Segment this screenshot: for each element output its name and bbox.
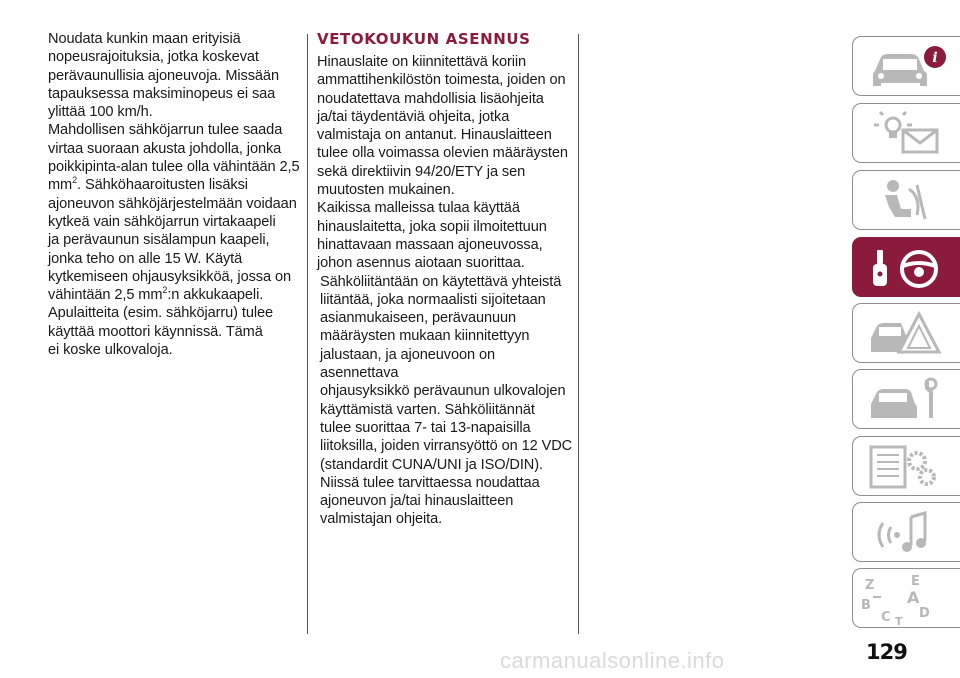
- index-letter-a: A: [907, 588, 920, 607]
- speed-limit-paragraph: Noudata kunkin maan erityisiä nopeusrajoituksia, jotka koskevat perävaunullisia ajoneuvoja. Missään tapauksessa maksiminopeus ei saa ylittää 100 km/h.: [48, 31, 279, 121]
- brake-text-c: :n akkukaapeli. Apulaitteita (esim. sähköjarru) tulee käyttää moottori käynnissä. Tämä ei koske ulkovaloja.: [48, 287, 274, 359]
- electrical-connection-paragraph: Sähköliitäntään on käytettävä yhteistä liitäntää, joka normaalisti sijoitetaan asianmukaiseen, perävaunuun määräysten mukaan kiinnitettyyn jalustaan, ja ajoneuvoon on asennettava ohjausyksikkö perävaunun ulkovalojen käyttämistä varten. Sähköliitännät tulee suorittaa 7- tai 13-napaisilla liitoksilla, joiden virransyöttö on 12 VDC (standardit CUNA/UNI ja ISO/DIN). Niissä tulee tarvittaessa noudattaa ajoneuvon ja/tai hinauslaitteen valmistajan ohjeita.: [320, 273, 573, 528]
- document-gears-icon: [861, 441, 956, 493]
- car-warning-triangle-icon: [861, 308, 956, 360]
- alphabet-index-icon: [861, 573, 956, 625]
- tab-technical-data[interactable]: [852, 436, 960, 496]
- svg-text:i: i: [932, 50, 938, 66]
- warning-lights-messages-icon: [861, 108, 956, 160]
- brake-text-b: . Sähköhaaroitusten lisäksi ajoneuvon sähköjärjestelmään voidaan kytkeä vain sähköjarrun virtakaapeli ja perävaunun sisälampun kaapeli, jonka teho on alle 15 W. Käytä kytkemiseen ohjausyksikköä, jossa on vähintään 2,5 mm: [48, 177, 297, 304]
- index-letter-b: B: [861, 598, 871, 613]
- column-divider-1: [307, 34, 308, 634]
- installation-paragraph: Hinauslaite on kiinnitettävä koriin ammattihenkilöstön toimesta, joiden on noudatettava mahdollisia lisäohjeita ja/tai täydentäviä ohjeita, jotka valmistaja on antanut. Hinauslaitteen tulee olla voimassa olevien määräysten sekä direktiivin 94/20/ETY ja sen muutosten mukainen.: [317, 54, 568, 199]
- page-number: 129: [866, 640, 907, 664]
- tab-safety[interactable]: [852, 170, 960, 230]
- index-letter-e: E: [911, 574, 920, 589]
- models-paragraph: Kaikissa malleissa tulaa käyttää hinauslaitetta, joka sopii ilmoitettuun hinattavaan massaan ajoneuvossa, johon asennus aiotaan suorittaa.: [317, 200, 547, 272]
- tab-multimedia[interactable]: [852, 502, 960, 562]
- tab-vehicle-info[interactable]: [852, 36, 960, 96]
- electric-brake-paragraph: [48, 121, 300, 359]
- superscript-2: 2: [72, 175, 78, 186]
- tab-emergency[interactable]: [852, 303, 960, 363]
- index-letter-d: D: [919, 606, 930, 621]
- seat-airbag-icon: [861, 175, 956, 227]
- middle-column: [317, 30, 575, 529]
- car-info-icon: [861, 41, 956, 93]
- car-wrench-icon: [861, 374, 956, 426]
- column-divider-2: [578, 34, 579, 634]
- tab-maintenance[interactable]: [852, 369, 960, 429]
- tab-index[interactable]: [852, 568, 960, 628]
- tab-warning-lights[interactable]: [852, 103, 960, 163]
- left-column: [48, 30, 300, 359]
- index-letter-c: C: [881, 610, 891, 625]
- key-steering-wheel-icon: [861, 242, 956, 294]
- brake-text-a: Mahdollisen sähköjarrun tulee saada virtaa suoraan akusta johdolla, jonka poikkipinta-alan tulee olla vähintään 2,5 mm: [48, 122, 300, 194]
- tab-starting-driving[interactable]: [852, 237, 960, 297]
- superscript-2b: 2: [162, 285, 168, 296]
- index-letter-t: T: [895, 615, 903, 625]
- signal-music-icon: [861, 507, 956, 559]
- index-letter-z: Z: [865, 578, 875, 593]
- section-heading: VETOKOUKUN ASENNUS: [317, 30, 531, 48]
- watermark: carmanualsonline.info: [500, 648, 725, 673]
